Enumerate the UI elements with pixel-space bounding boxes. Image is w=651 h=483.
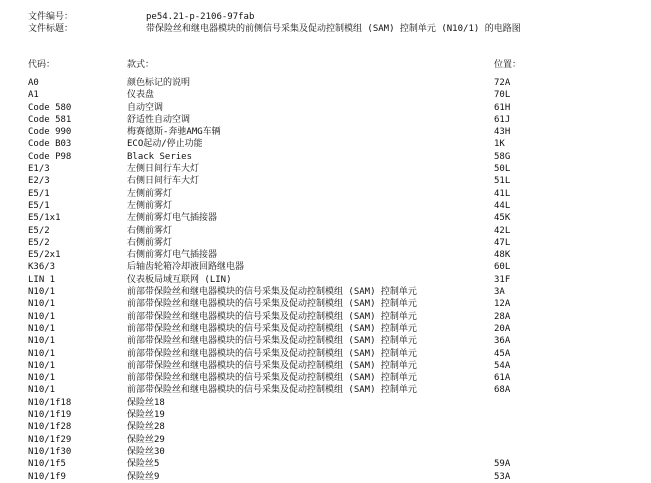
- row-model: 左侧日间行车大灯: [127, 164, 200, 175]
- row-position: 70L: [494, 90, 511, 101]
- row-code: N10/1: [28, 385, 56, 396]
- row-position: 58G: [494, 151, 511, 162]
- row-code: A1: [28, 90, 39, 101]
- row-code: Code B03: [28, 139, 72, 150]
- row-model: 右侧前雾灯: [127, 225, 173, 236]
- table-row: [0, 225, 651, 237]
- row-model: 保险丝9: [127, 471, 160, 482]
- table-row: [0, 274, 651, 286]
- row-model: 左侧前雾灯: [127, 188, 173, 199]
- row-code: N10/1: [28, 299, 56, 310]
- row-code: N10/1: [28, 287, 56, 298]
- row-code: N10/1f5: [28, 459, 66, 470]
- table-row: [0, 335, 651, 347]
- row-code: E5/1: [28, 200, 50, 211]
- row-code: N10/1: [28, 348, 56, 359]
- row-position: 53A: [494, 471, 511, 482]
- row-code: N10/1: [28, 323, 56, 334]
- table-row: [0, 89, 651, 101]
- row-model: 前部带保险丝和继电器模块的信号采集及促动控制模组 (SAM) 控制单元: [127, 373, 417, 384]
- row-position: 43H: [494, 127, 511, 138]
- table-row: [0, 434, 651, 446]
- row-model: 前部带保险丝和继电器模块的信号采集及促动控制模组 (SAM) 控制单元: [127, 323, 417, 334]
- column-header-position: 位置：: [494, 60, 522, 70]
- row-position: 61J: [494, 114, 511, 125]
- table-row: [0, 138, 651, 150]
- table-row: [0, 446, 651, 458]
- row-code: N10/1: [28, 311, 56, 322]
- row-position: 44L: [494, 200, 511, 211]
- row-position: 51L: [494, 176, 511, 187]
- table-row: [0, 126, 651, 138]
- row-model: 前部带保险丝和继电器模块的信号采集及促动控制模组 (SAM) 控制单元: [127, 287, 417, 298]
- table-row: [0, 421, 651, 433]
- table-row: [0, 471, 651, 483]
- row-code: N10/1: [28, 373, 56, 384]
- row-code: Code P98: [28, 151, 72, 162]
- table-row: [0, 151, 651, 163]
- row-code: Code 581: [28, 114, 72, 125]
- row-position: 50L: [494, 164, 511, 175]
- row-model: 保险丝30: [127, 446, 165, 457]
- row-position: 41L: [494, 188, 511, 199]
- component-table: [0, 77, 651, 483]
- table-row: [0, 311, 651, 323]
- doc-title-value: 带保险丝和继电器模块的前侧信号采集及促动控制模组 (SAM) 控制单元 (N10/1) 的电路图: [146, 24, 521, 34]
- row-model: 仪表盘: [127, 90, 155, 101]
- row-code: E5/1: [28, 188, 50, 199]
- table-row: [0, 409, 651, 421]
- row-code: K36/3: [28, 262, 56, 273]
- row-code: N10/1f28: [28, 422, 72, 433]
- row-position: 61H: [494, 102, 511, 113]
- row-code: E5/2x1: [28, 250, 61, 261]
- row-position: 31F: [494, 274, 511, 285]
- row-model: 颜色标记的说明: [127, 78, 191, 88]
- row-model: 舒适性自动空调: [127, 114, 191, 125]
- row-model: 前部带保险丝和继电器模块的信号采集及促动控制模组 (SAM) 控制单元: [127, 299, 417, 310]
- row-model: 左侧前雾灯: [127, 200, 173, 211]
- row-model: 保险丝18: [127, 397, 165, 408]
- table-row: [0, 163, 651, 175]
- row-code: A0: [28, 78, 39, 88]
- row-code: E1/3: [28, 164, 50, 175]
- doc-title-line: [28, 21, 521, 34]
- row-position: 12A: [494, 299, 511, 310]
- table-row: [0, 114, 651, 126]
- row-position: 47L: [494, 237, 511, 248]
- row-code: E5/2: [28, 225, 50, 236]
- row-model: 仪表板局域互联网 (LIN): [127, 274, 232, 285]
- table-row: [0, 200, 651, 212]
- row-model: 保险丝29: [127, 434, 165, 445]
- row-model: 前部带保险丝和继电器模块的信号采集及促动控制模组 (SAM) 控制单元: [127, 311, 417, 322]
- row-position: 68A: [494, 385, 511, 396]
- table-row: [0, 175, 651, 187]
- row-position: 28A: [494, 311, 511, 322]
- row-model: 后轴齿轮箱冷却液回路继电器: [127, 262, 245, 273]
- row-code: Code 580: [28, 102, 72, 113]
- row-model: 前部带保险丝和继电器模块的信号采集及促动控制模组 (SAM) 控制单元: [127, 336, 417, 347]
- row-model: 保险丝19: [127, 410, 165, 421]
- row-model: 前部带保险丝和继电器模块的信号采集及促动控制模组 (SAM) 控制单元: [127, 348, 417, 359]
- row-position: 45K: [494, 213, 511, 224]
- doc-number-label: 文件编号：: [28, 12, 74, 22]
- table-row: [0, 384, 651, 396]
- row-code: LIN 1: [28, 274, 56, 285]
- row-position: 59A: [494, 459, 511, 470]
- doc-title-label: 文件标题：: [28, 24, 74, 34]
- row-position: 72A: [494, 78, 511, 88]
- row-model: 右侧前雾灯: [127, 237, 173, 248]
- column-header-code: 代码：: [28, 60, 56, 70]
- row-code: N10/1f19: [28, 410, 72, 421]
- row-model: 右侧前雾灯电气插接器: [127, 250, 218, 261]
- column-header-model: 款式：: [127, 60, 155, 70]
- row-position: 45A: [494, 348, 511, 359]
- row-model: Black Series: [127, 151, 193, 162]
- row-code: N10/1f30: [28, 446, 72, 457]
- row-model: ECO起动/停止功能: [127, 139, 203, 150]
- row-position: 48K: [494, 250, 511, 261]
- row-code: N10/1f18: [28, 397, 72, 408]
- table-row: [0, 323, 651, 335]
- row-code: E5/1x1: [28, 213, 61, 224]
- table-row: [0, 298, 651, 310]
- row-position: 1K: [494, 139, 505, 150]
- row-model: 左侧前雾灯电气插接器: [127, 213, 218, 224]
- table-row: [0, 102, 651, 114]
- row-position: 42L: [494, 225, 511, 236]
- table-row: [0, 237, 651, 249]
- row-code: E5/2: [28, 237, 50, 248]
- table-row: [0, 458, 651, 470]
- table-row: [0, 212, 651, 224]
- table-row: [0, 397, 651, 409]
- row-position: 61A: [494, 373, 511, 384]
- table-row: [0, 348, 651, 360]
- row-model: 保险丝5: [127, 459, 160, 470]
- row-model: 保险丝28: [127, 422, 165, 433]
- row-code: E2/3: [28, 176, 50, 187]
- row-model: 前部带保险丝和继电器模块的信号采集及促动控制模组 (SAM) 控制单元: [127, 360, 417, 371]
- table-row: [0, 261, 651, 273]
- row-code: Code 990: [28, 127, 72, 138]
- row-model: 梅赛德斯-奔驰AMG车辆: [127, 127, 221, 138]
- table-row: [0, 77, 651, 89]
- row-code: N10/1: [28, 336, 56, 347]
- row-model: 前部带保险丝和继电器模块的信号采集及促动控制模组 (SAM) 控制单元: [127, 385, 417, 396]
- row-model: 右侧日间行车大灯: [127, 176, 200, 187]
- row-position: 54A: [494, 360, 511, 371]
- row-position: 20A: [494, 323, 511, 334]
- table-row: [0, 249, 651, 261]
- row-code: N10/1f9: [28, 471, 66, 482]
- row-position: 36A: [494, 336, 511, 347]
- table-row: [0, 188, 651, 200]
- table-row: [0, 360, 651, 372]
- row-position: 60L: [494, 262, 511, 273]
- row-model: 自动空调: [127, 102, 164, 113]
- row-code: N10/1f29: [28, 434, 72, 445]
- table-row: [0, 286, 651, 298]
- doc-number-value: pe54.21-p-2106-97fab: [146, 12, 255, 22]
- row-code: N10/1: [28, 360, 56, 371]
- table-row: [0, 372, 651, 384]
- row-position: 3A: [494, 287, 505, 298]
